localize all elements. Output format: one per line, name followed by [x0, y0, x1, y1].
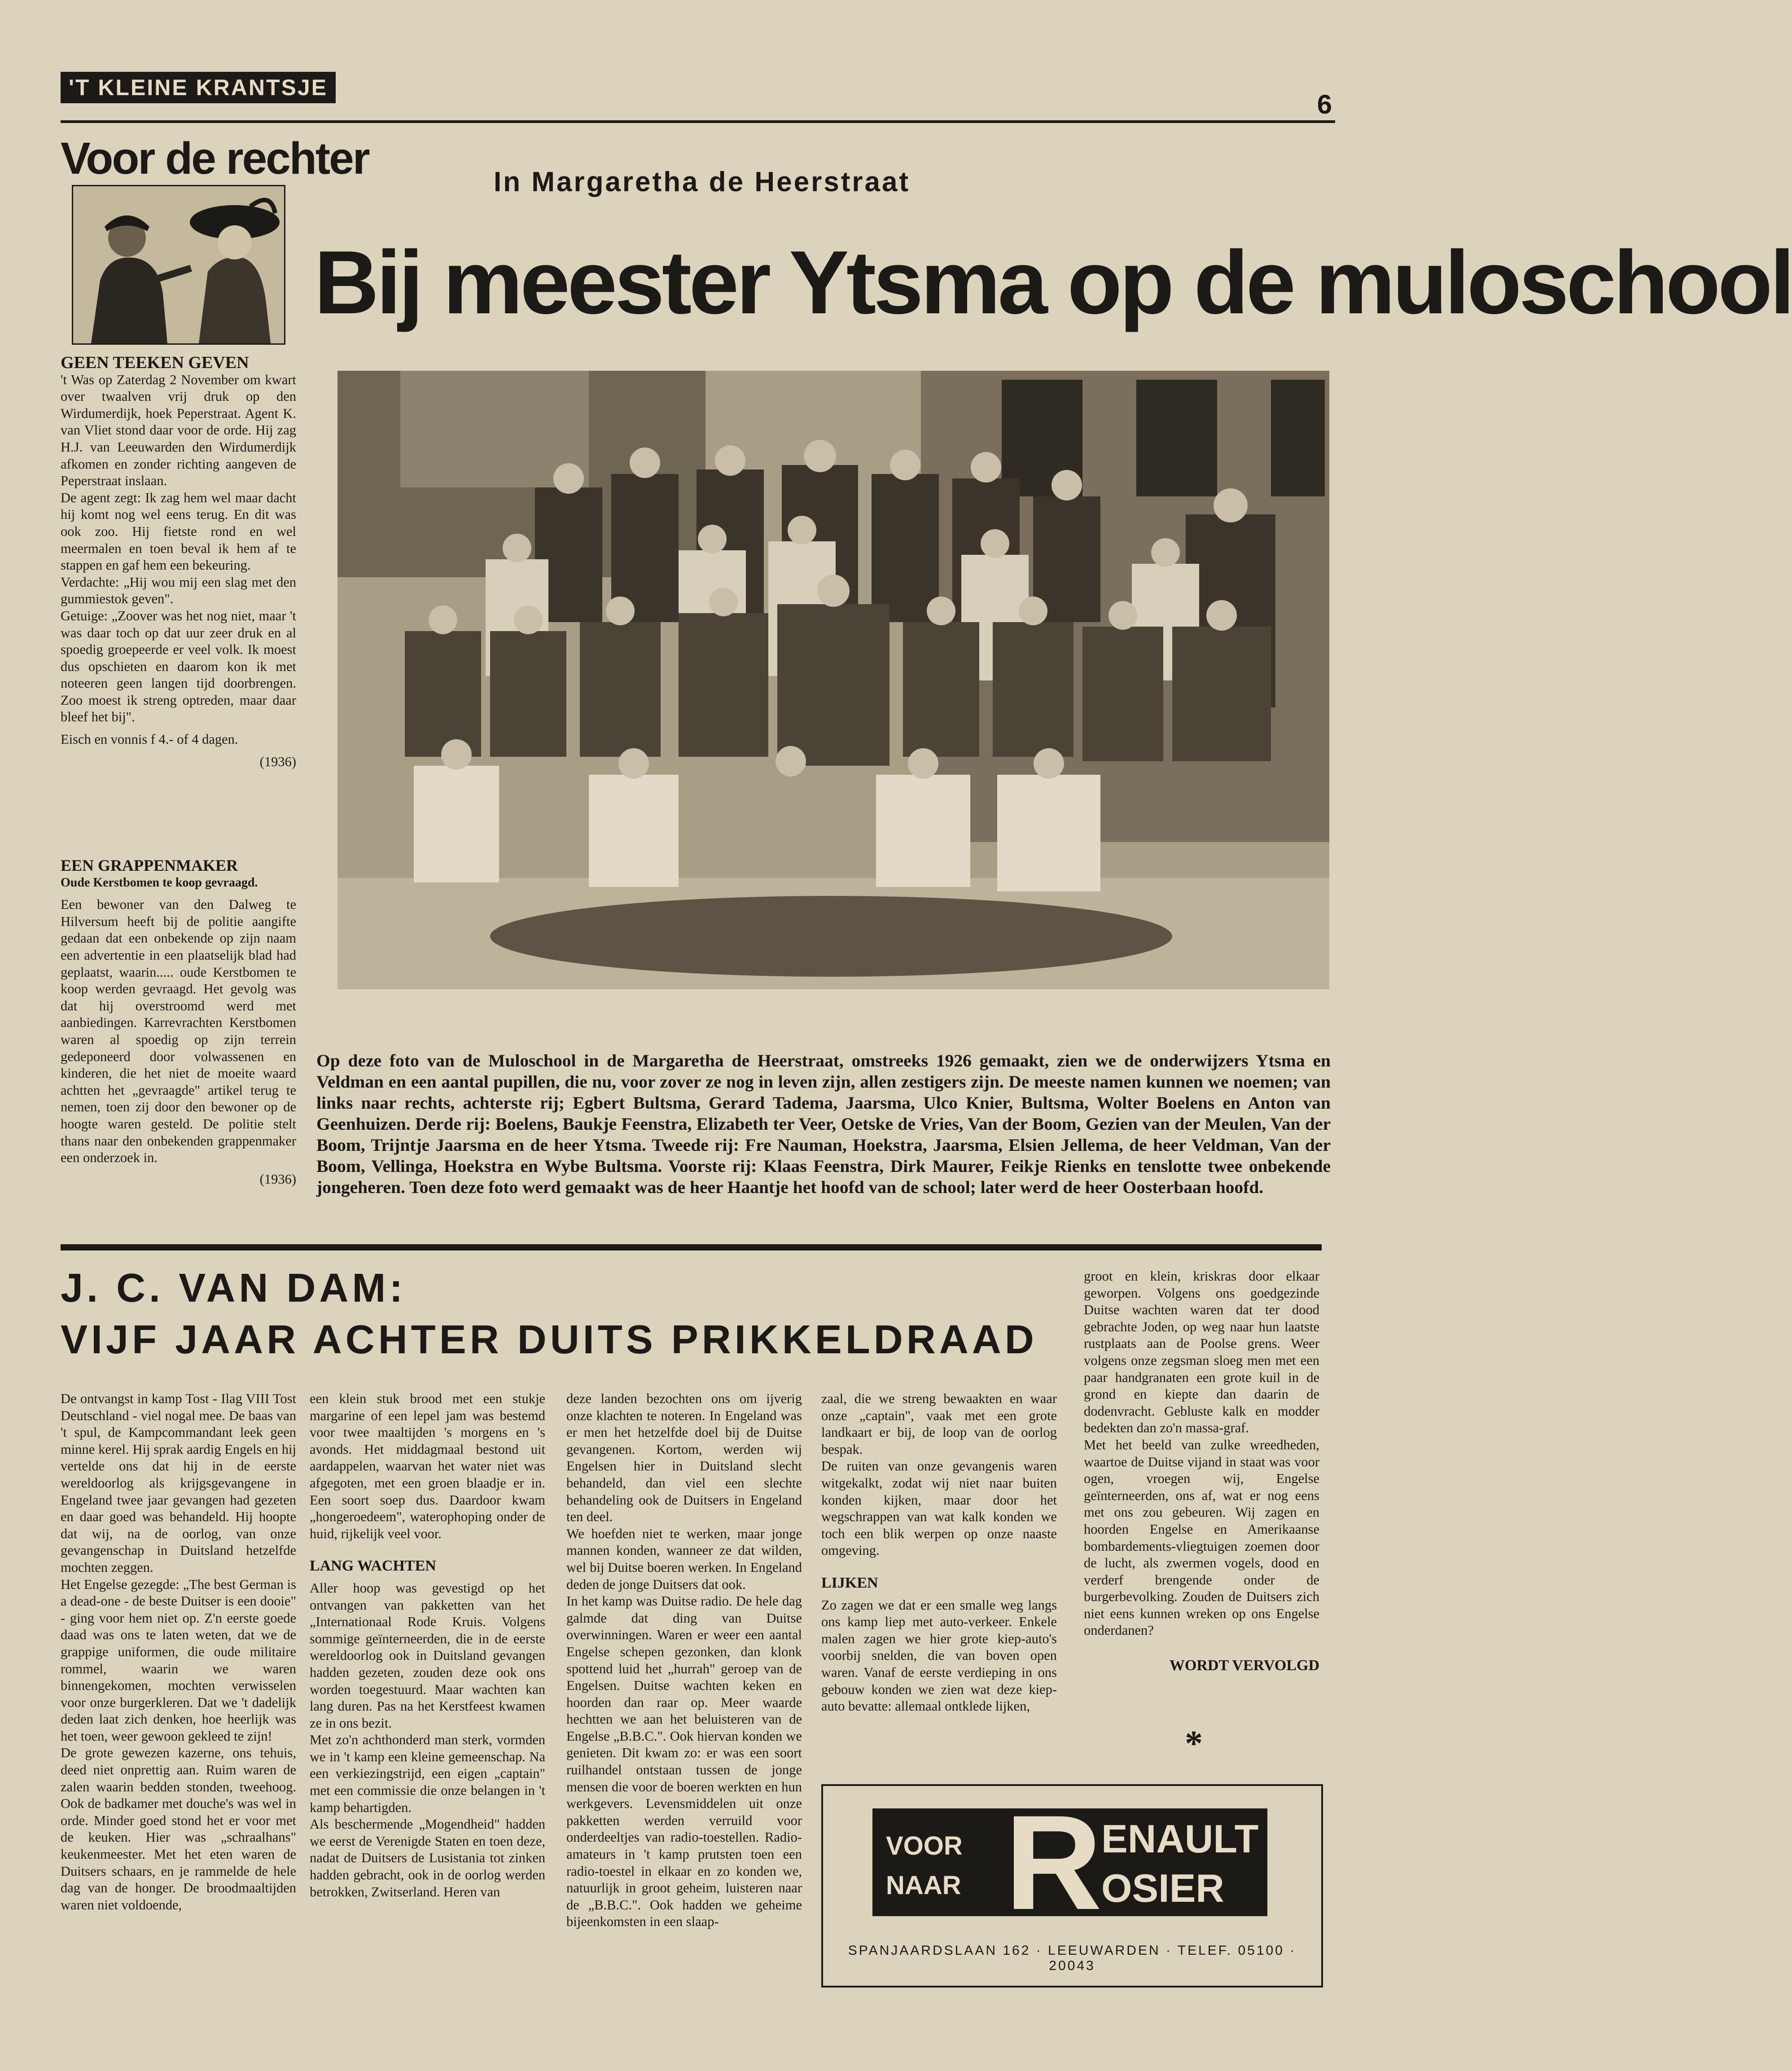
article-paragraph: Aller hoop was gevestigd op het ontvangen van pakketten van het „Internationaal Rode Kruis. Volgens sommige geïnterneerden, die in de eerste wereldoorlog ook in Duitsland gevangen hadden gezeten, zouden deze ook ons worden toegestuurd. Maar wachten kan lang duren. Pas na het Kerstfeest kwamen ze in ons bezit.: [310, 1580, 545, 1731]
article-column-2: [310, 1391, 545, 1900]
story-paragraph: Getuige: „Zoover was het nog niet, maar 't was daar toch op dat uur zeer druk en al spoedig groepeerde er veel volk. Ik moest dus opschieten en daarom kon ik met noteeren geen langen tijd doorbrengen. Zoo moest ik streng optreden, maar daar bleef het bij".: [61, 608, 296, 725]
story-paragraph: 't Was op Zaterdag 2 November om kwart over twaalven vrij druk op den Wirdumerdijk, hoek Peperstraat. Agent K. van Vliet stond daar voor de orde. Hij zag H.J. van Leeuwarden den Wirdumerdijk afkomen en zonder richting aangeven de Peperstraat inslaan.: [61, 372, 296, 489]
masthead: 'T KLEINE KRANTSJE: [61, 72, 336, 103]
advert-address: SPANJAARDSLAAN 162 · LEEUWARDEN · TELEF. 05100 · 20043: [848, 1943, 1297, 1973]
feature-kicker: In Margaretha de Heerstraat: [494, 167, 911, 197]
article-column-3: [566, 1391, 802, 1931]
article-column-5: [1084, 1268, 1319, 1674]
article-paragraph: De ontvangst in kamp Tost - Ilag VIII Tost Deutschland - viel nogal mee. De baas van 't spul, de Kampcommandant leek geen minne kerel. Hij sprak aardig Engels en hij vertelde ons dat hij in de eerste wereldoorlog als krijgsgevangene in Engeland twee jaar gevangen had gezeten en daar goed was behandeld. Hij hoopte dat wij, na de oorlog, van onze gevangenschap in Duitsland hetzelfde mochten zeggen.: [61, 1391, 296, 1575]
story-paragraph: De agent zegt: Ik zag hem wel maar dacht hij komt nog wel eens terug. En dit was ook zoo. Hij fietste rond en wel meermalen en toen beval ik hem af te stappen en gaf hem een bekeuring.: [61, 490, 296, 573]
article-subheading: LIJKEN: [821, 1574, 878, 1591]
continued-label: WORDT VERVOLGD: [1169, 1657, 1319, 1674]
article-paragraph: zaal, die we streng bewaakten en waar onze „captain", vaak met een grote landkaart er bij, de loop van de oorlog bespak.: [821, 1391, 1057, 1457]
advert-osier: OSIER: [1101, 1866, 1224, 1910]
advert-voor-naar: [886, 1826, 963, 1905]
story-paragraph: Een bewoner van den Dalweg te Hilversum heeft bij de politie aangifte gedaan dat een onbekende op zijn naam een advertentie in een plaatselijk blad had geplaatst, waarin..... oude Kerstbomen te koop werden gevraagd. Het gevolg was dat hij overstroomd werd met aanbiedingen. Karrevrachten Kerstbomen waren al spoedig op zijn terrein gedeponeerd door volwassenen en kinderen, die het niet de moeite waard achtten het „gevraagde" artikel terug te nemen, toen zij door den bewoner op de hoogte waren gesteld. De politie stelt thans naar den onbekenden grappenmaker een onderzoek in.: [61, 897, 296, 1166]
school-class-photo: [337, 371, 1329, 989]
feature-headline: Bij meester Ytsma op de muloschool: [314, 233, 1792, 333]
article-subheading: LANG WACHTEN: [310, 1558, 436, 1575]
renault-rosier-advert: [821, 1784, 1323, 1988]
article-paragraph: De grote gewezen kazerne, ons tehuis, deed niet onprettig aan. Ruim waren de zalen waarin bedden stonden, tweehoog. Ook de badkamer met douche's was wel in orde. Minder goed stond het er voor met de keuken. Hier was „schraalhans" keukenmeester. Met het eten waren de Duitsers schaars, en je rammelde de hele dag van de honger. De broodmaaltijden waren niet voldoende,: [61, 1745, 296, 1913]
advert-logo-block: [872, 1787, 1267, 1938]
page-number: 6: [1317, 89, 1332, 119]
story-heading: GEEN TEEKEN GEVEN: [61, 353, 249, 372]
article-paragraph: deze landen bezochten ons om ijverig onze klachten te noteren. In Engeland was er men het hetzelfde doel bij de Duitse gevangenen. Kortom, werden wij Engelsen hier in Duitsland slecht behandeld, dan viel een slechte behandeling ook de Duitsers in Engeland ten deel.: [566, 1391, 802, 1525]
story-paragraph: Eisch en vonnis f 4.- of 4 dagen.: [61, 732, 238, 747]
advert-big-letter: R: [1005, 1787, 1102, 1938]
sidebar-story-1: [61, 355, 296, 770]
advert-voor: VOOR: [886, 1831, 963, 1860]
article-paragraph: We hoefden niet te werken, maar jonge mannen konden, wanneer ze dat wilden, wel bij Duitse boeren werken. In Engeland deden de jonge Duitsers dat ook.: [566, 1526, 802, 1592]
article-title-line-1: J. C. VAN DAM:: [61, 1266, 407, 1311]
article-paragraph: Met het beeld van zulke wreedheden, waartoe de Duitse vijand in staat was voor ogen, vroegen wij, Engelse geïnterneerden, ons af, wat er nog eens met ons zou gebeuren. Wij zagen en hoorden Engelse en Amerikaanse bombardements-vliegtuigen zoemen door de lucht, als zwermen vogels, dood en verderf brengende onder de burgerbevolking. Zouden de Duitsers zich niet eens kunnen wreken op ons Engelse onderdanen?: [1084, 1437, 1319, 1638]
section-rule: [61, 1244, 1322, 1250]
sidebar-title: Voor de rechter: [61, 133, 369, 184]
article-paragraph: groot en klein, kriskras door elkaar geworpen. Volgens ons goedgezinde Duitse wachten waren dat ter dood gebrachte Joden, op weg naar hun laatste rustplaats aan de Poolse grens. Weer volgens onze zegsman sloeg men met een paar handgranaten een grote kuil in de grond en kiepte dan daarin de dodenvracht. Gebluste kalk en modder bedekten dan zo'n massa-graf.: [1084, 1268, 1319, 1436]
article-paragraph: Als beschermende „Mogendheid" hadden we eerst de Verenigde Staten en toen deze, nadat de Duitsers de Lusistania tot zinken hadden gebracht, ook in de oorlog werden betrokken, Zwitserland. Heren van: [310, 1817, 545, 1900]
advert-renault: ENAULT: [1101, 1817, 1259, 1861]
star-ornament: *: [1185, 1724, 1203, 1764]
article-column-1: [61, 1391, 296, 1913]
article-paragraph: Met zo'n achthonderd man sterk, vormden we in 't kamp een kleine gemeenschap. Na een verkiezingstrijd, een eigen „captain" met een commissie die onze belangen in 't kamp behartigden.: [310, 1732, 545, 1815]
article-title-line-2: VIJF JAAR ACHTER DUITS PRIKKELDRAAD: [61, 1317, 1038, 1362]
story-paragraph: Verdachte: „Hij wou mij een slag met den gummiestok geven".: [61, 574, 296, 607]
advert-naar: NAAR: [886, 1871, 961, 1900]
article-column-4: [821, 1391, 1057, 1715]
article-paragraph: De ruiten van onze gevangenis waren witgekalkt, zodat wij niet naar buiten konden kijken, maar door het wegschrappen van wat kalk konden we toch een blik werpen op onze naaste omgeving.: [821, 1458, 1057, 1558]
article-paragraph: In het kamp was Duitse radio. De hele dag galmde dat ding van Duitse overwinningen. Waren er weer een aantal Engelse schepen gezonken, dan klonk spottend luid het „hurrah" geroep van de Engelsen. Duitse wachten keken en hoorden dan raar op. Meer waarde hechtten we aan het beluisteren van de Engelse „B.B.C.". Ook hiervan konden we genieten. Dit kwam zo: er was een soort ruilhandel ontstaan tussen de jonge mensen die voor de boeren werkten en hun werkgevers. Levensmiddelen uit onze pakketten werden verruild voor onderdeeltjes van radio-toestellen. Radio-amateurs in 't kamp prutsten toen een radio-toestel in elkaar en zo konden we, natuurlijk in groot geheim, luisteren naar de „B.B.C.". Ook hadden we geheime bijeenkomsten in een slaap-: [566, 1593, 802, 1930]
cartoon-illustration: [72, 185, 285, 345]
photo-caption: Op deze foto van de Muloschool in de Margaretha de Heerstraat, omstreeks 1926 gemaakt, zien we de onderwijzers Ytsma en Veldman en een aantal pupillen, die nu, voor zover ze nog in leven zijn, allen zestigers zijn. De meeste namen kunnen we noemen; van links naar rechts, achterste rij; Egbert Bultsma, Gerard Tadema, Jaarsma, Ulco Knier, Bultsma, Wolter Boelens en Anton van Geenhuizen. Derde rij: Boelens, Baukje Feenstra, Elizabeth ter Veer, Oetske de Vries, Van der Boom, Gezien van der Meulen, Van der Boom, Trijntje Jaarsma en de heer Ytsma. Tweede rij: Fre Nauman, Hoekstra, Jaarsma, Elsien Jellema, de heer Veldman, Van der Boom, Vellinga, Hoekstra en Wybe Bultsma. Voorste rij: Klaas Feenstra, Dirk Maurer, Feikje Rienks en tenslotte twee onbekende jongeheren. Toen deze foto werd gemaakt was de heer Haantje het hoofd van de school; later werd de heer Oosterbaan hoofd.: [316, 1051, 1331, 1197]
article-paragraph: Zo zagen we dat er een smalle weg langs ons kamp liep met auto-verkeer. Enkele malen zagen we hier grote kiep-auto's voorbij snelden, die van boven open waren. Vanaf de eerste verdieping in ons gebouw konden we zien wat deze kiep-auto bevatte: allemaal ontklede lijken,: [821, 1597, 1057, 1714]
story-year: (1936): [259, 754, 296, 769]
article-paragraph: Het Engelse gezegde: „The best German is a dead-one - de beste Duitser is een dooie" - ging voor hem niet op. Z'n eerste goede daad was ons te laten weten, dat we de grappige uniformen, die oude militaire rommel, waarin we waren binnengekomen, mochten verwisselen voor onze burgerkleren. Dat we 't dadelijk deden laat zich denken, hoe heerlijk was het toen, weer gewoon gekleed te zijn!: [61, 1576, 296, 1744]
article-paragraph: een klein stuk brood met een stukje margarine of een lepel jam was bestemd voor twee maaltijden 's morgens en 's avonds. Het middagmaal bestond uit aardappelen, waarvan het water niet was afgegoten, met een groen blaadje er in. Een soort soep dus. Daardoor kwam „hongeroedeem", waterophoping onder de huid, rijkelijk veel voor.: [310, 1391, 545, 1541]
story-heading: EEN GRAPPENMAKER: [61, 856, 238, 874]
sidebar-story-2: [61, 857, 296, 1188]
story-year: (1936): [259, 1171, 296, 1187]
story-subheading: Oude Kerstbomen te koop gevraagd.: [61, 875, 258, 890]
header-rule: [61, 120, 1335, 123]
